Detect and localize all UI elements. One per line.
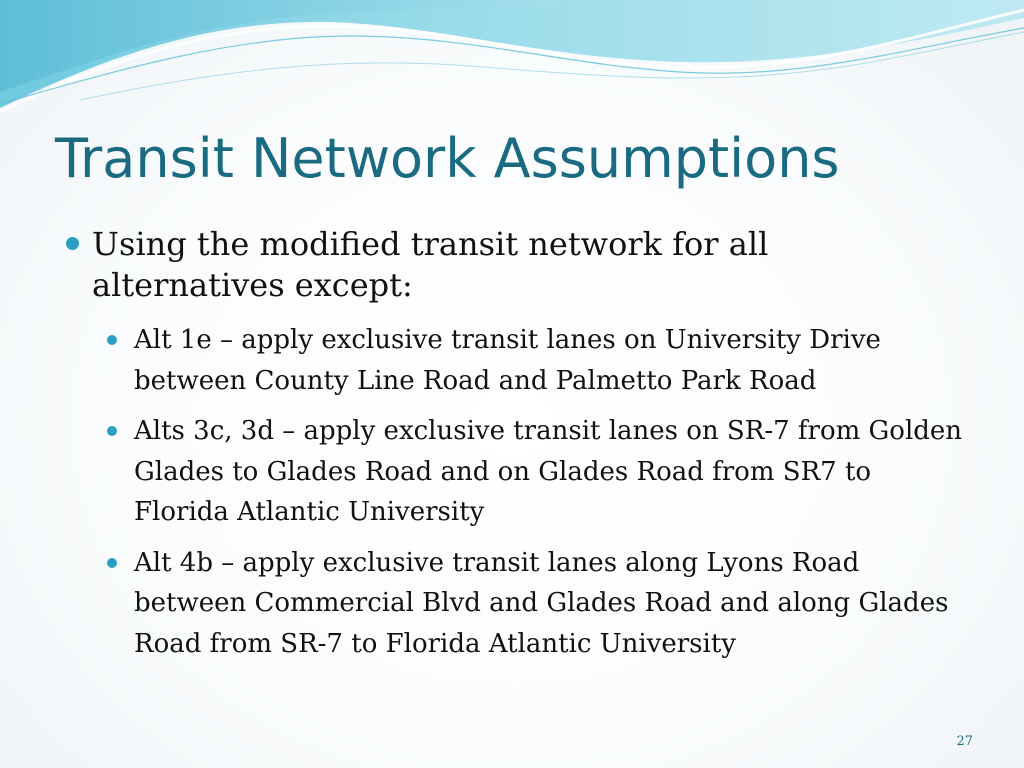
list-item bbox=[105, 543, 967, 665]
bullet-icon bbox=[107, 426, 117, 436]
list-item bbox=[105, 411, 967, 533]
list-item bbox=[62, 224, 967, 306]
bullet-icon bbox=[66, 237, 79, 250]
bullet-text: Using the modified transit network for all alternatives except: bbox=[92, 225, 769, 304]
sub-bullet-text: Alts 3c, 3d – apply exclusive transit lanes on SR-7 from Golden Glades to Glades Road and on Glades Road from SR7 to Florida Atlantic University bbox=[134, 416, 963, 527]
sub-bullet-list bbox=[105, 320, 967, 664]
bullet-icon bbox=[107, 335, 117, 345]
decorative-wave-header bbox=[0, 0, 1024, 120]
list-item bbox=[105, 320, 967, 401]
sub-bullet-text: Alt 1e – apply exclusive transit lanes on University Drive between County Line Road and Palmetto Park Road bbox=[134, 325, 881, 396]
sub-bullet-text: Alt 4b – apply exclusive transit lanes along Lyons Road between Commercial Blvd and Glades Road and along Glades Road from SR-7 to Florida Atlantic University bbox=[134, 547, 949, 659]
bullet-list bbox=[62, 224, 967, 674]
slide-title: Transit Network Assumptions bbox=[55, 127, 840, 190]
page-number: 27 bbox=[956, 734, 973, 749]
bullet-icon bbox=[107, 558, 117, 568]
